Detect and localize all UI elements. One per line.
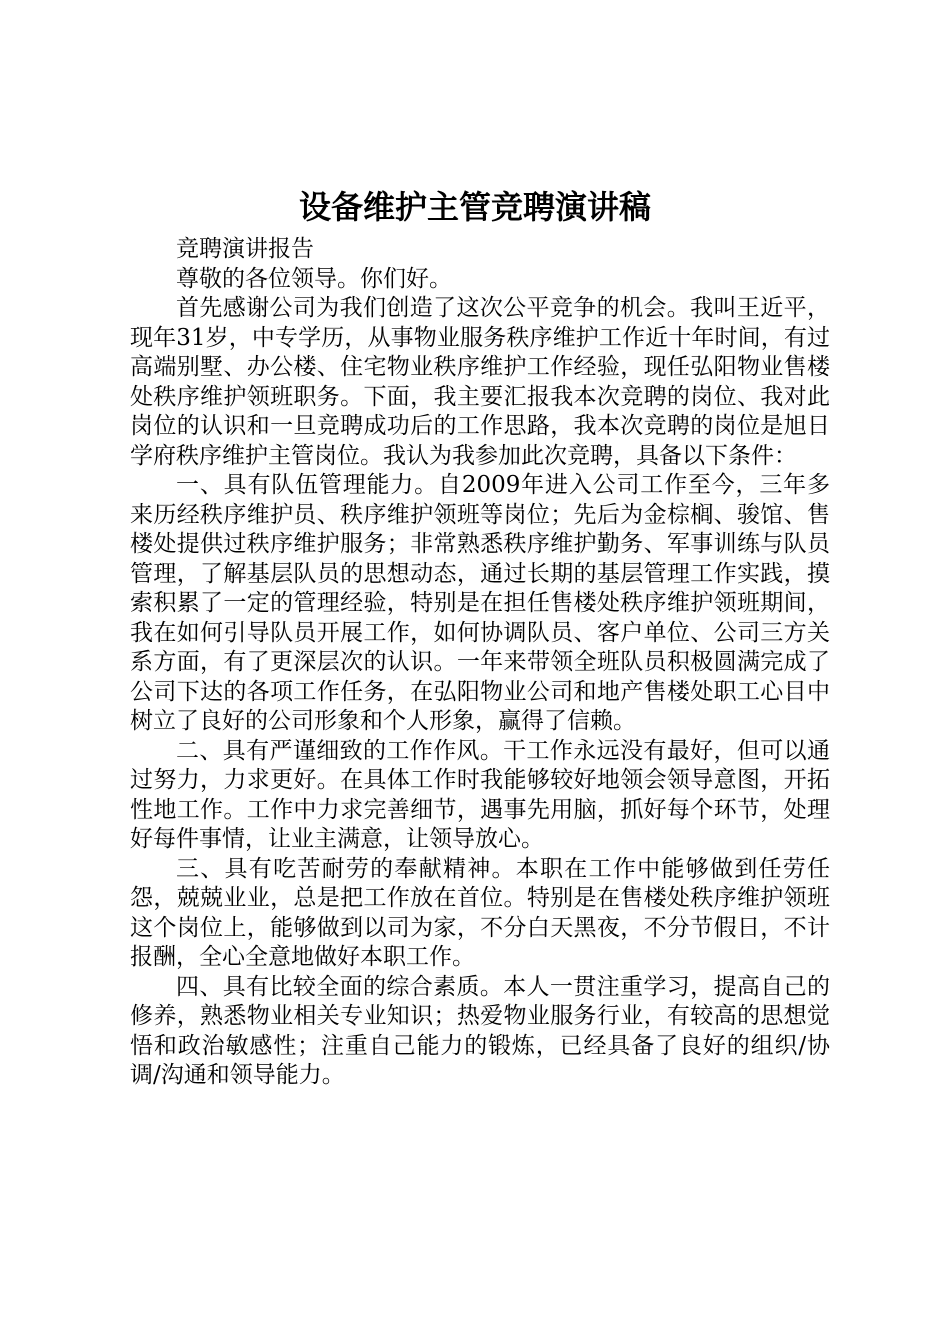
document-body xyxy=(130,235,830,1091)
paragraph-greeting: 尊敬的各位领导。你们好。 xyxy=(176,265,452,292)
paragraph-point-three: 三、具有吃苦耐劳的奉献精神。本职在工作中能够做到任劳任怨，兢兢业业，总是把工作放在首位。特别是在售楼处秩序维护领班这个岗位上，能够做到以司为家，不分白天黑夜，不分节假日，不计报酬，全心全意地做好本职工作。 xyxy=(130,855,830,970)
document-title: 设备维护主管竞聘演讲稿 xyxy=(298,188,651,226)
paragraph-point-four: 四、具有比较全面的综合素质。本人一贯注重学习，提高自己的修养，熟悉物业相关专业知识；热爱物业服务行业，有较高的思想觉悟和政治敏感性；注重自己能力的锻炼，已经具备了良好的组织/协调/沟通和领导能力。 xyxy=(130,973,830,1088)
paragraph-introduction: 首先感谢公司为我们创造了这次公平竞争的机会。我叫王近平，现年31岁，中专学历，从事物业服务秩序维护工作近十年时间，有过高端别墅、办公楼、住宅物业秩序维护工作经验，现任弘阳物业售楼处秩序维护领班职务。下面，我主要汇报我本次竞聘的岗位、我对此岗位的认识和一旦竞聘成功后的工作思路，我本次竞聘的岗位是旭日学府秩序维护主管岗位。我认为我参加此次竞聘，具备以下条件： xyxy=(130,295,830,469)
paragraph-point-one: 一、具有队伍管理能力。自2009年进入公司工作至今，三年多来历经秩序维护员、秩序维护领班等岗位；先后为金棕榈、骏馆、售楼处提供过秩序维护服务；非常熟悉秩序维护勤务、军事训练与队员管理，了解基层队员的思想动态，通过长期的基层管理工作实践，摸索积累了一定的管理经验，特别是在担任售楼处秩序维护领班期间，我在如何引导队员开展工作，如何协调队员、客户单位、公司三方关系方面，有了更深层次的认识。一年来带领全班队员积极圆满完成了公司下达的各项工作任务，在弘阳物业公司和地产售楼处职工心目中树立了良好的公司形象和个人形象，赢得了信赖。 xyxy=(130,472,830,734)
paragraph-point-two: 二、具有严谨细致的工作作风。干工作永远没有最好，但可以通过努力，力求更好。在具体工作时我能够较好地领会领导意图，开拓性地工作。工作中力求完善细节，遇事先用脑，抓好每个环节，处理好每件事情，让业主满意，让领导放心。 xyxy=(130,737,830,852)
paragraph-report-heading: 竞聘演讲报告 xyxy=(176,236,314,262)
